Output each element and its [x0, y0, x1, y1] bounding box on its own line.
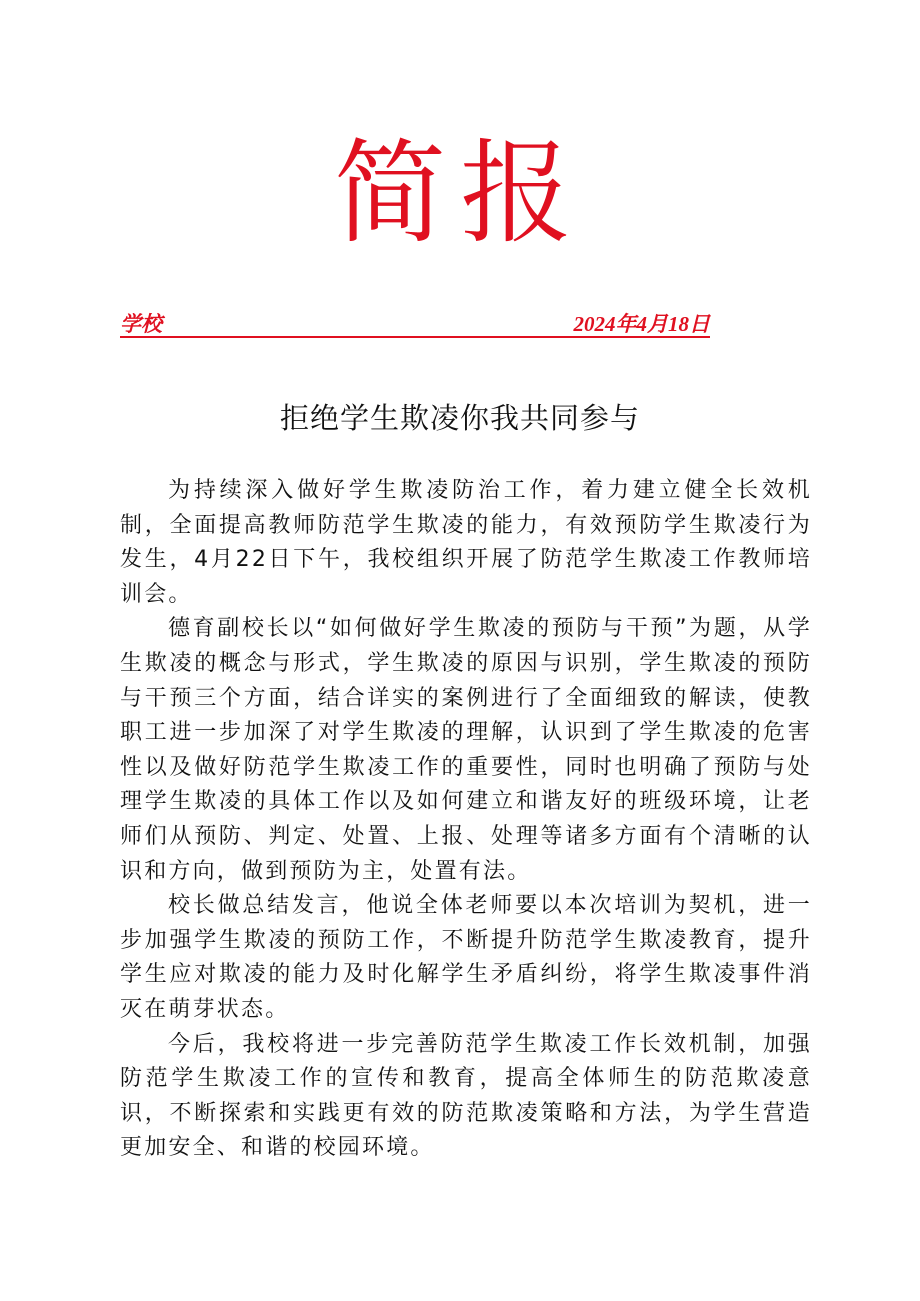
- paragraph: 为持续深入做好学生欺凌防治工作，着力建立健全长效机制，全面提高教师防范学生欺凌的能力，有效预防学生欺凌行为发生，4月22日下午，我校组织开展了防范学生欺凌工作教师培训会。: [120, 478, 812, 607]
- issue-date: 2024年4月18日: [573, 312, 710, 336]
- masthead-title: 简报: [334, 129, 586, 259]
- masthead-divider: [120, 336, 710, 338]
- school-label: 学校: [120, 312, 162, 336]
- paragraph: 德育副校长以“如何做好学生欺凌的预防与干预”为题，从学生欺凌的概念与形式，学生欺凌的原因与识别，学生欺凌的预防与干预三个方面，结合详实的案例进行了全面细致的解读，使教职工进一步加深了对学生欺凌的理解，认识到了学生欺凌的危害性以及做好防范学生欺凌工作的重要性，同时也明确了预防与处理学生欺凌的具体工作以及如何建立和谐友好的班级环境，让老师们从预防、判定、处置、上报、处理等诸多方面有个清晰的认识和方向，做到预防为主，处置有法。: [120, 616, 812, 884]
- article-body: [120, 474, 812, 1166]
- paragraph: 今后，我校将进一步完善防范学生欺凌工作长效机制，加强防范学生欺凌工作的宣传和教育，提高全体师生的防范欺凌意识，不断探索和实践更有效的防范欺凌策略和方法，为学生营造更加安全、和谐的校园环境。: [120, 1031, 812, 1161]
- article-title: 拒绝学生欺凌你我共同参与: [279, 401, 640, 435]
- paragraph: 校长做总结发言，他说全体老师要以本次培训为契机，进一步加强学生欺凌的预防工作，不断提升防范学生欺凌教育，提升学生应对欺凌的能力及时化解学生矛盾纠纷，将学生欺凌事件消灭在萌芽状态。: [120, 893, 812, 1022]
- meta-row: [120, 308, 710, 338]
